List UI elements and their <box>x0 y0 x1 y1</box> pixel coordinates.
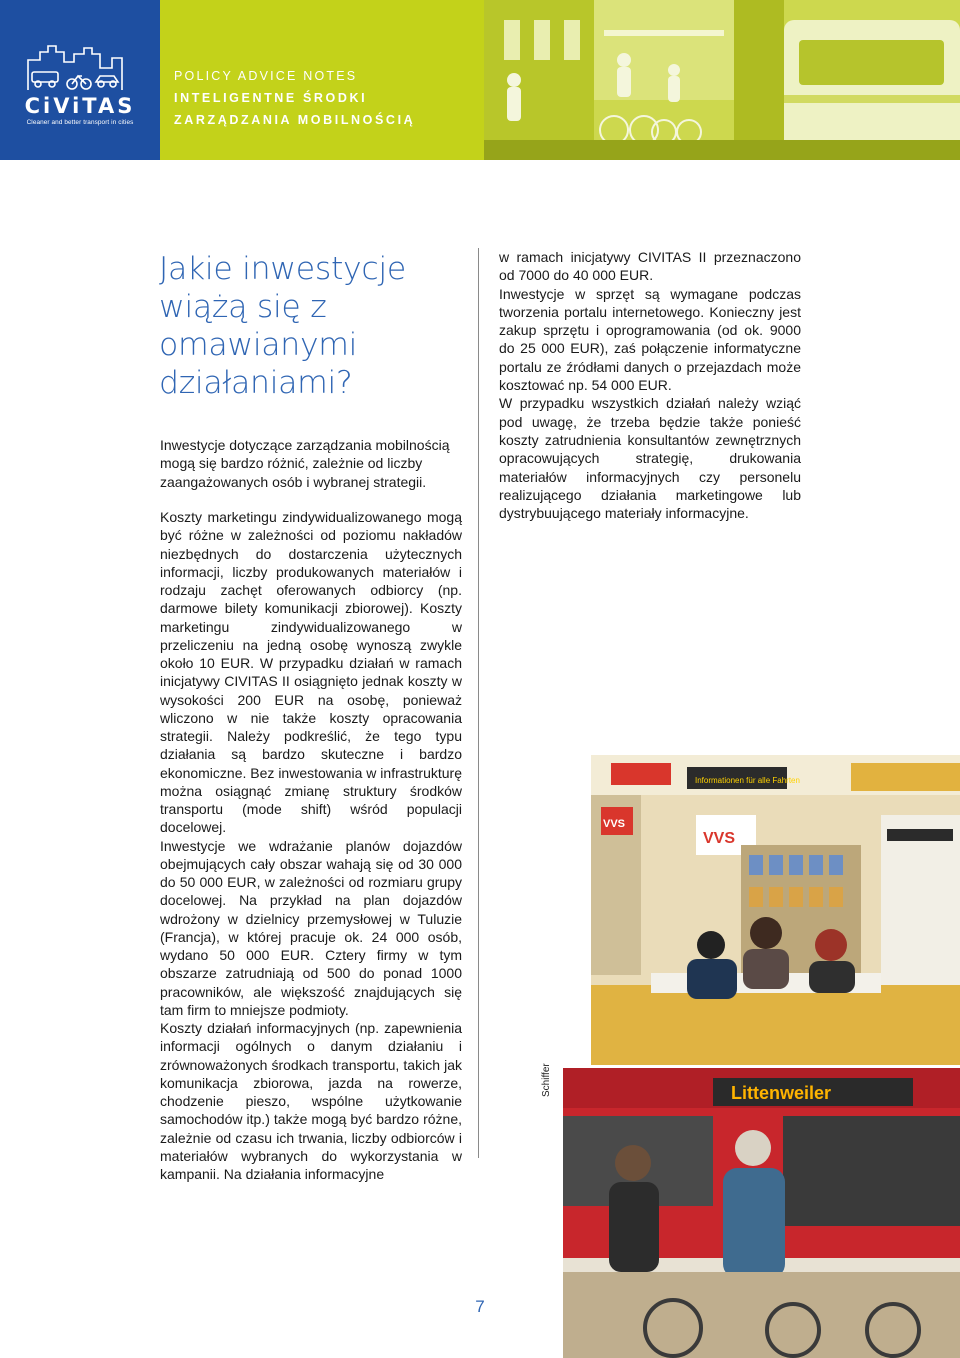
civitas-logo[interactable] <box>0 0 160 160</box>
body-paragraph: Inwestycje w sprzęt są wymagane podczas tworzenia portalu internetowego. Konieczny jest zakup sprzętu i oprogramowania (od ok. 9000 do 25 000 EUR), zaś połączenie informatyczne portalu ze źródłami danych o przejazdach może kosztować np. 54 000 EUR. <box>499 285 801 394</box>
office-sign-text: VVS <box>703 830 736 847</box>
info-office-photo <box>591 755 960 1065</box>
right-text-column <box>499 248 801 522</box>
header-titles <box>174 66 415 131</box>
heading-line: omawianymi <box>159 327 358 363</box>
office-sign-text: Informationen für alle Fahrten <box>695 776 800 785</box>
header-band <box>0 0 960 160</box>
body-paragraph: W przypadku wszystkich działań należy wziąć pod uwagę, że trzeba będzie także ponieść koszty zatrudnienia konsultantów zewnętrznych opracowujących strategię, drukowania materiałów informacyjnych czy personelu realizującego działania marketingowe lub dystrybuującego materiały informacyjne. <box>499 395 801 522</box>
series-label: POLICY ADVICE NOTES <box>174 69 358 83</box>
body-paragraph: Koszty działań informacyjnych (np. zapewnienia informacji ogólnych o danym działaniu i zrównoważonych środkach transportu, takich jak komunikacja zbiorowa, jazda na rowerze, chodzenie pieszo, wspólne użytkowanie samochodów itp.) także mogą być bardzo różne, zależnie od czasu ich trwania, liczby odbiorców i materiałów wybranych do wykorzystania w kampanii. Na działania informacyjne <box>160 1020 462 1182</box>
body-paragraph: Inwestycje we wdrażanie planów dojazdów obejmujących cały obszar wahają się od 30 000 do 50 000 EUR, w zależności od rozmiaru grupy docelowej. Na przykład na plan dojazdów wdrożony w dzielnicy przemysłowej w Tuluzie (Francja), w której pracuje ok. 24 000 osób, wydano 50 000 EUR. Cztery firmy w tym obszarze zatrudniają od 500 do ponad 1000 pracowników, ale większość znajdujących się tam firm to mniejsze podmioty. <box>160 837 462 1018</box>
column-divider <box>478 248 479 1158</box>
office-sign-text: VVS <box>603 818 626 830</box>
left-text-column <box>160 508 462 1183</box>
logo-tagline: Cleaner and better transport in cities <box>26 119 134 126</box>
logo-wordmark: CiViTAS <box>24 94 136 118</box>
photo-credit: Schiffer <box>541 1063 552 1097</box>
heading-line: wiążą się z <box>159 289 327 325</box>
header-title-line-1: INTELIGENTNE ŚRODKI <box>174 91 368 105</box>
article-heading <box>159 250 459 402</box>
heading-line: Jakie inwestycje <box>159 251 406 287</box>
body-paragraph: w ramach inicjatywy CIVITAS II przeznaczono od 7000 do 40 000 EUR. <box>499 249 801 284</box>
tram-destination-sign: Littenweiler <box>731 1083 832 1103</box>
city-skyline-icon <box>22 38 138 94</box>
tram-street-photo <box>563 1068 960 1358</box>
heading-line: działaniami? <box>159 365 353 401</box>
intro-paragraph: Inwestycje dotyczące zarządzania mobilnością mogą się bardzo różnić, zależnie od liczby zaangażowanych osób i wybranej strategii. <box>160 437 450 490</box>
body-paragraph: Koszty marketingu zindywidualizowanego mogą być różne w zależności od poziomu nakładów niezbędnych do dostarczenia użytecznych informacji, liczby produkowanych materiałów i rodzaju zachęt oferowanych odbiorcy (np. darmowe bilety komunikacji zbiorowej). Koszty marketingu zindywidualizowanego w przeliczeniu na jedną osobę wynoszą zwykle około 10 EUR. W przypadku działań w ramach inicjatywy CIVITAS II osiągnięto jednak koszty w wysokości 200 EUR na osobę, ponieważ wliczono w nie także koszty opracowania strategii. Należy podkreślić, że tego typu działania są bardzo skuteczne i bardzo ekonomiczne. Bez inwestowania w infrastrukturę można osiągnąć zmianę struktury środków transportu (mode shift) wśród populacji docelowej. <box>160 509 462 836</box>
header-title-line-2: ZARZĄDZANIA MOBILNOŚCIĄ <box>174 113 416 127</box>
page-number: 7 <box>475 1297 485 1316</box>
header-street-photo <box>484 0 960 160</box>
